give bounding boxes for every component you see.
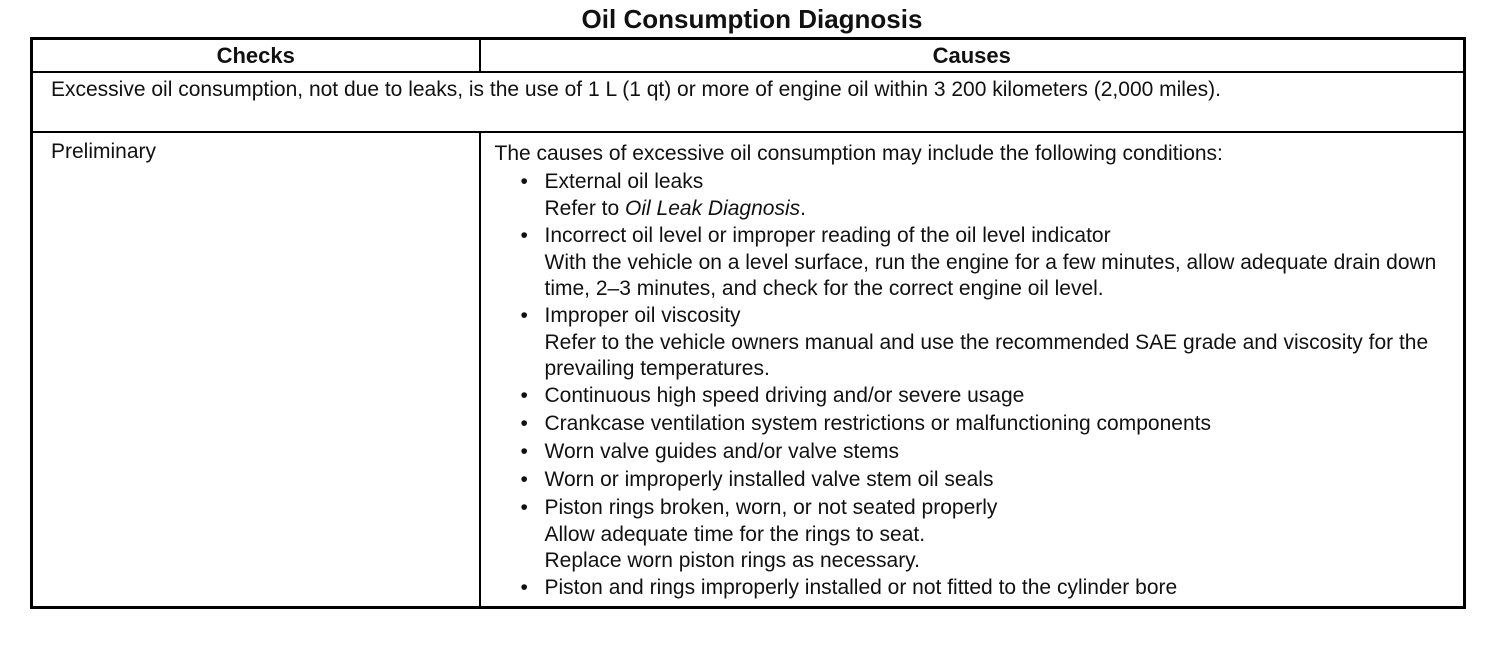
intro-text: Excessive oil consumption, not due to leaks, is the use of 1 L (1 qt) or more of engine oil within 3 200 kilometers (2,000 miles). <box>32 72 1465 132</box>
checks-column-header: Checks <box>32 39 480 73</box>
causes-cell <box>480 132 1465 608</box>
cause-note: Refer to the vehicle owners manual and use the recommended SAE grade and viscosity for the prevailing temperatures. <box>544 331 1429 380</box>
bullet-icon: • <box>520 224 528 247</box>
cause-note: With the vehicle on a level surface, run the engine for a few minutes, allow adequate drain down time, 2–3 minutes, and check for the correct engine oil level. <box>544 251 1437 300</box>
list-item <box>517 168 1450 222</box>
header-row <box>32 39 1465 73</box>
cause-text: Worn or improperly installed valve stem oil seals <box>544 468 994 491</box>
causes-column-header: Causes <box>480 39 1465 73</box>
bullet-icon: • <box>520 304 528 327</box>
note-suffix: . <box>800 197 806 220</box>
cause-text: Continuous high speed driving and/or severe usage <box>544 384 1025 407</box>
check-label: Preliminary <box>32 132 480 608</box>
bullet-icon: • <box>520 468 528 491</box>
bullet-icon: • <box>520 170 528 193</box>
cause-note: Allow adequate time for the rings to seat. <box>544 523 926 546</box>
intro-row <box>32 72 1465 132</box>
list-item <box>517 466 1450 494</box>
cause-text: Crankcase ventilation system restrictions or malfunctioning components <box>544 412 1211 435</box>
cause-text: Piston rings broken, worn, or not seated properly <box>544 496 998 519</box>
list-item <box>517 382 1450 410</box>
cause-text: Worn valve guides and/or valve stems <box>544 440 899 463</box>
cause-text: Incorrect oil level or improper reading of the oil level indicator <box>544 224 1111 247</box>
cause-text: External oil leaks <box>544 170 704 193</box>
bullet-icon: • <box>520 440 528 463</box>
cause-text: Piston and rings improperly installed or not fitted to the cylinder bore <box>544 576 1178 599</box>
preliminary-row <box>32 132 1465 608</box>
cause-note <box>545 196 1450 222</box>
causes-lead: The causes of excessive oil consumption may include the following conditions: <box>494 142 1223 165</box>
reference-title: Oil Leak Diagnosis <box>625 197 801 220</box>
causes-list <box>495 168 1450 602</box>
bullet-icon: • <box>520 496 528 519</box>
bullet-icon: • <box>520 412 528 435</box>
list-item <box>517 222 1450 302</box>
bullet-icon: • <box>520 384 528 407</box>
bullet-icon: • <box>520 576 528 599</box>
list-item <box>517 302 1450 382</box>
cause-text: Improper oil viscosity <box>544 304 741 327</box>
page-title: Oil Consumption Diagnosis <box>581 4 923 34</box>
list-item <box>517 574 1450 602</box>
oil-consumption-table <box>30 37 1466 609</box>
cause-note: Replace worn piston rings as necessary. <box>544 549 920 572</box>
list-item <box>517 494 1450 574</box>
list-item <box>517 438 1450 466</box>
list-item <box>517 410 1450 438</box>
note-prefix: Refer to <box>544 197 626 220</box>
